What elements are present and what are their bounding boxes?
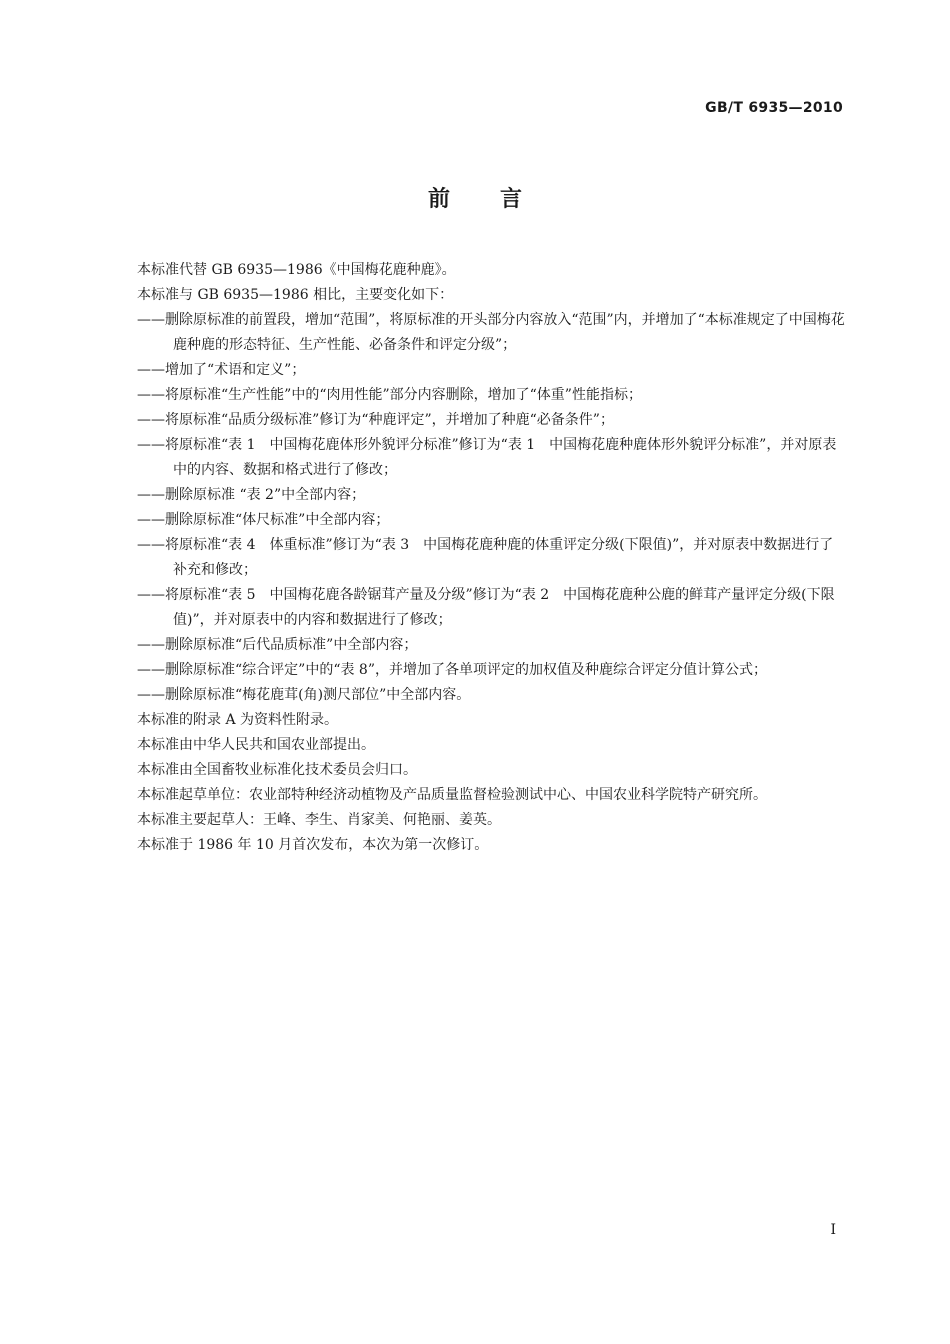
change-list-item: ——将原标准“品质分级标准”修订为“种鹿评定”，并增加了种鹿“必备条件”；: [137, 412, 614, 428]
change-list-item: ——将原标准“生产性能”中的“肉用性能”部分内容删除，增加了“体重”性能指标；: [137, 387, 642, 403]
foreword-body: [107, 258, 845, 858]
change-list-item: ——删除原标准“后代品质标准”中全部内容；: [137, 637, 418, 653]
paragraph: 本标准的附录 A 为资料性附录。: [137, 712, 339, 728]
change-list-item: ——删除原标准“梅花鹿茸(角)测尺部位”中全部内容。: [137, 687, 471, 703]
page-number: I: [830, 1222, 836, 1238]
change-list-item: ——删除原标准“综合评定”中的“表 8”，并增加了各单项评定的加权值及种鹿综合评定分值计算公式；: [137, 662, 767, 678]
change-list-item: ——删除原标准的前置段，增加“范围”，将原标准的开头部分内容放入“范围”内，并增加了“本标准规定了中国梅花鹿种鹿的形态特征、生产性能、必备条件和评定分级”；: [137, 312, 845, 353]
change-list-item: ——将原标准“表 4 体重标准”修订为“表 3 中国梅花鹿种鹿的体重评定分级(下限值)”，并对原表中数据进行了补充和修改；: [137, 537, 834, 578]
paragraph: 本标准由中华人民共和国农业部提出。: [137, 737, 375, 753]
title-char-2: 言: [500, 187, 523, 212]
paragraph: 本标准由全国畜牧业标准化技术委员会归口。: [137, 762, 417, 778]
paragraph: 本标准于 1986 年 10 月首次发布，本次为第一次修订。: [137, 837, 489, 853]
paragraph: 本标准代替 GB 6935—1986《中国梅花鹿种鹿》。: [137, 262, 456, 278]
change-list-item: ——将原标准“表 5 中国梅花鹿各龄锯茸产量及分级”修订为“表 2 中国梅花鹿种公鹿的鲜茸产量评定分级(下限值)”，并对原表中的内容和数据进行了修改；: [137, 587, 835, 628]
change-list-item: ——删除原标准“体尺标准”中全部内容；: [137, 512, 390, 528]
change-list-item: ——增加了“术语和定义”；: [137, 362, 306, 378]
paragraph: 本标准与 GB 6935—1986 相比，主要变化如下：: [137, 287, 454, 303]
title-char-1: 前: [427, 187, 450, 212]
change-list-item: ——删除原标准 “表 2”中全部内容；: [137, 487, 366, 503]
paragraph: 本标准起草单位：农业部特种经济动植物及产品质量监督检验测试中心、中国农业科学院特产研究所。: [137, 787, 767, 803]
page-title: [0, 182, 950, 213]
standard-code: GB/T 6935—2010: [705, 100, 843, 116]
paragraph: 本标准主要起草人：王峰、李生、肖家美、何艳丽、姜英。: [137, 812, 501, 828]
change-list-item: ——将原标准“表 1 中国梅花鹿体形外貌评分标准”修订为“表 1 中国梅花鹿种鹿体形外貌评分标准”，并对原表中的内容、数据和格式进行了修改；: [137, 437, 837, 478]
